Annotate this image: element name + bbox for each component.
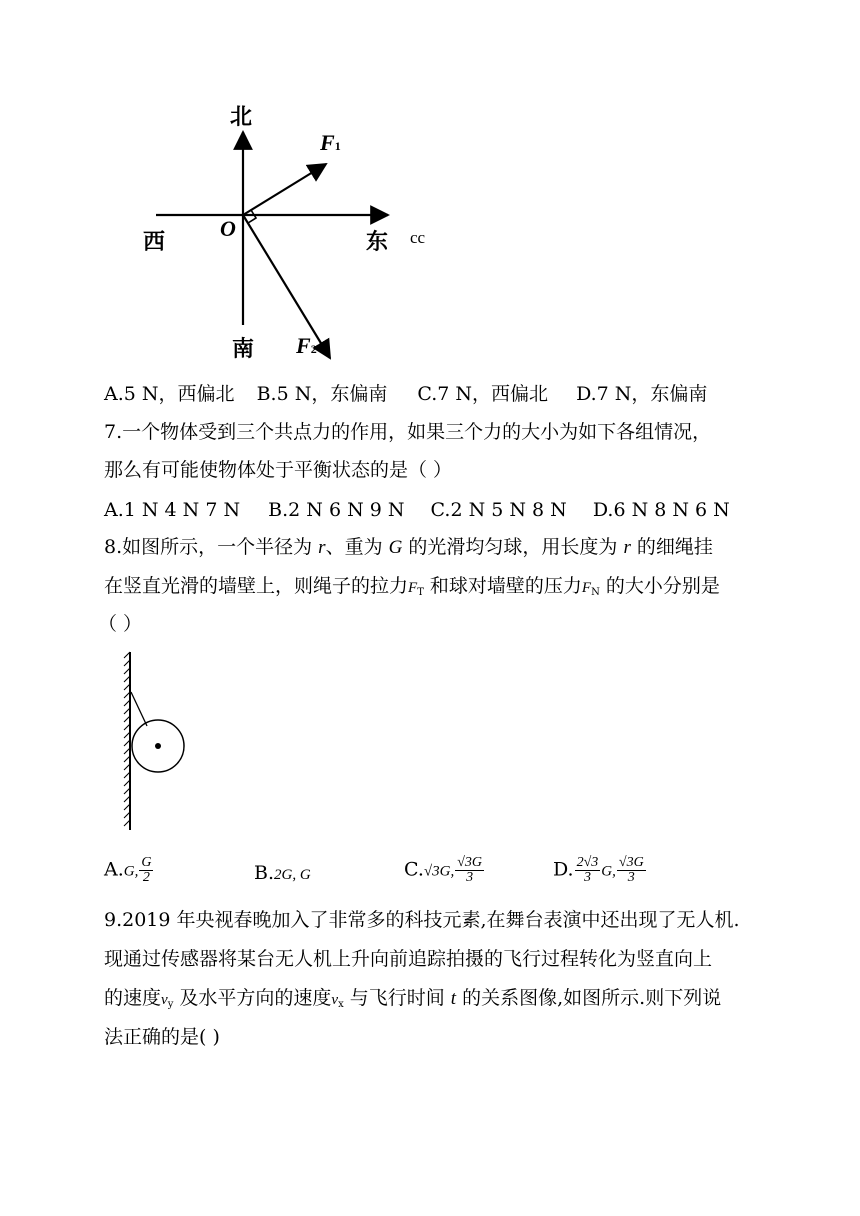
q8-options [104, 852, 804, 888]
q8-option-a: A.G, $\frac{G}{2}$ [104, 855, 152, 885]
q6-options [104, 382, 707, 406]
label-f1: F1 [320, 130, 341, 155]
label-north: 北 [230, 105, 253, 130]
f2-vector [243, 215, 330, 358]
label-south: 南 [232, 337, 255, 362]
q7-option-c: C.2 N 5 N 8 N [430, 499, 567, 521]
q8-line-1: 8.如图所示，一个半径为 r、重为 G 的光滑均匀球，用长度为 r 的细绳挂 [104, 536, 713, 558]
q9-line-4: 法正确的是( ) [104, 1026, 220, 1048]
ball-center [155, 743, 161, 749]
q9-line-2: 现通过传感器将某台无人机上升向前追踪拍摄的飞行过程转化为竖直向上 [104, 948, 713, 970]
q8-option-d: D. $\frac{2√3}{3}$ G, $\frac{√3G}{3}$ [553, 855, 644, 885]
label-f2: F2 [296, 333, 317, 358]
q8-line-2: 在竖直光滑的墙壁上，则绳子的拉力$F_T$ 和球对墙壁的压力$F_N$ 的大小分别是 [104, 575, 720, 598]
q7-option-d: D.6 N 8 N 6 N [592, 499, 730, 521]
compass-force-diagram [130, 90, 450, 370]
q7-line-2: 那么有可能使物体处于平衡状态的是（ ） [104, 459, 453, 481]
q6-option-c: C.7 N，西偏北 [417, 383, 549, 405]
label-west: 西 [143, 230, 166, 255]
rope [131, 692, 147, 726]
q9-line-1: 9.2019 年央视春晚加入了非常多的科技元素,在舞台表演中还出现了无人机. [104, 909, 740, 931]
q8-option-c: C.√3G, $\frac{√3G}{3}$ [404, 855, 483, 885]
q9-line-3: 的速度$v_y$ 及水平方向的速度$v_x$ 与飞行时间 t 的关系图像,如图所示.则下列说 [104, 987, 722, 1010]
q6-option-a: A.5 N，西偏北 [104, 383, 235, 405]
label-origin: O [220, 216, 236, 241]
stray-text: cc [410, 228, 426, 247]
q7-option-b: B.2 N 6 N 9 N [268, 499, 405, 521]
label-east: 东 [366, 230, 389, 255]
q8-option-b: B.2G, G [254, 862, 311, 884]
wall-ball-diagram [118, 648, 198, 834]
q7-line-1: 7.一个物体受到三个共点力的作用，如果三个力的大小为如下各组情况， [104, 421, 712, 443]
f1-vector [243, 164, 326, 215]
q8-line-3: （ ） [98, 613, 143, 635]
q7-option-a: A.1 N 4 N 7 N [104, 499, 241, 521]
q6-option-d: D.7 N，东偏南 [576, 383, 708, 405]
q7-options [104, 498, 730, 522]
q6-option-b: B.5 N，东偏南 [256, 383, 388, 405]
